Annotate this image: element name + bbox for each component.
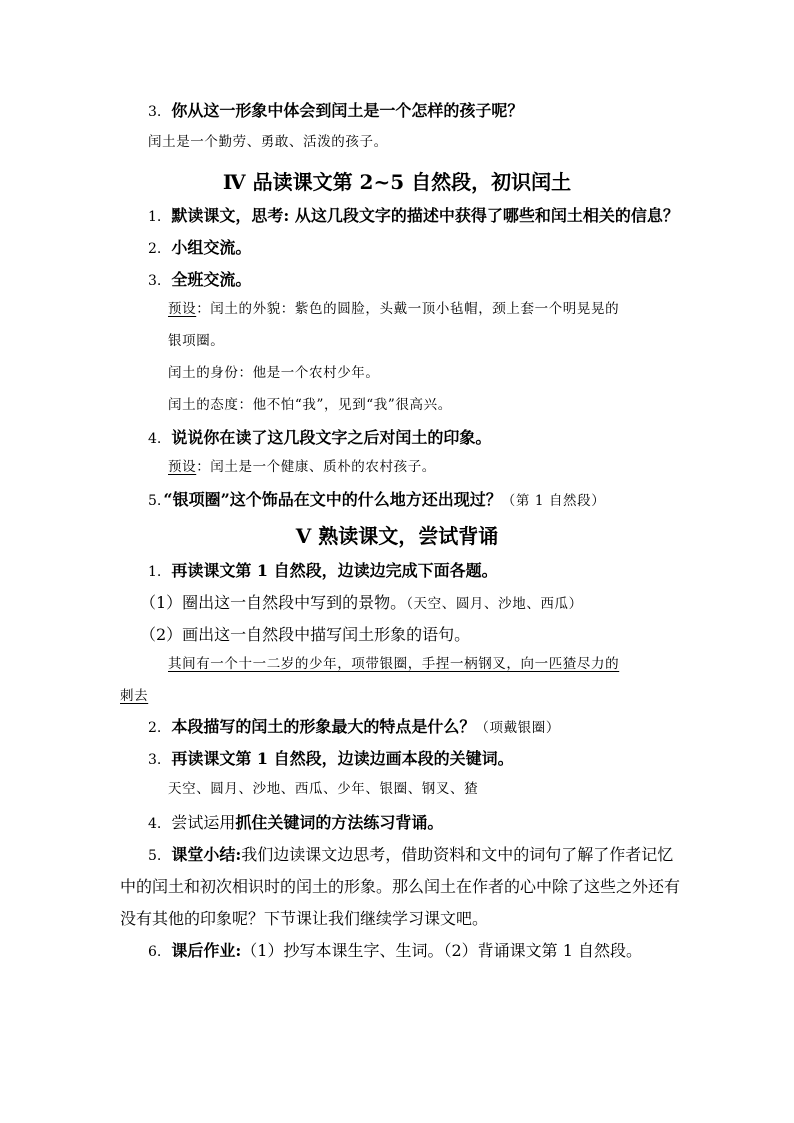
section-5-item-5: [148, 847, 673, 863]
homework-text: （1）抄写本课生字、生词。（2）背诵课文第 1 自然段。: [241, 941, 642, 960]
item-number: 4.: [148, 816, 162, 832]
sub-2-answer-line-2: 刺去: [120, 688, 149, 704]
item-number: 3.: [148, 104, 162, 120]
preset-text: ：闰土是一个健康、质朴的农村孩子。: [196, 459, 436, 475]
item-number: 4.: [148, 431, 162, 447]
section-5-sub-1: [140, 595, 583, 612]
item-text: 说说你在读了这几段文字之后对闰土的印象。: [171, 428, 492, 447]
item-number: 1.: [148, 564, 162, 580]
section-4-item-5: [148, 492, 605, 509]
item-number: 2.: [148, 720, 162, 736]
section-5-heading: Ⅴ 熟读课文，尝试背诵: [295, 524, 499, 548]
section-5-item-3: [148, 751, 514, 767]
summary-line-1: 我们边读课文边思考，借助资料和文中的词句了解了作者记忆: [241, 845, 674, 864]
section-4-item-2: [148, 240, 251, 256]
section-4-heading: Ⅳ 品读课文第 2~5 自然段，初识闰土: [222, 170, 572, 194]
section-4-item-4: [148, 430, 491, 446]
section-5-item-1: [148, 563, 498, 579]
preset-label: 预设: [168, 301, 197, 317]
keywords-answer: 天空、圆月、沙地、西瓜、少年、银圈、钢叉、猹: [168, 781, 479, 797]
section-5-sub-2: （2）画出这一自然段中描写闰土形象的语句。: [140, 625, 471, 644]
sub-2-answer-line-1: 其间有一个十一二岁的少年，项带银圈，手捏一柄钢叉，向一匹猹尽力的: [168, 656, 620, 672]
item-answer: （第 1 自然段）: [501, 493, 606, 509]
question-text: 你从这一形象中体会到闰土是一个怎样的孩子呢？: [171, 101, 524, 120]
sub-question-text: （1）圈出这一自然段中写到的景物。: [140, 593, 407, 612]
preset-attitude: 闰土的态度：他不怕“我”，见到“我”很高兴。: [168, 397, 452, 413]
item-number: 3.: [148, 752, 162, 768]
preset-impression: [168, 461, 436, 475]
item-text: “银项圈”这个饰品在文中的什么地方还出现过？: [163, 490, 502, 509]
item-number: 6.: [148, 944, 162, 960]
answer-q3-top: 闰土是一个勤劳、勇敢、活泼的孩子。: [148, 134, 388, 150]
item-text: 本段描写的闰土的形象最大的特点是什么？: [171, 717, 476, 736]
item-number: 5.: [148, 848, 162, 864]
summary-label: 课堂小结:: [171, 845, 242, 864]
item-number: 2.: [148, 241, 162, 257]
item-text: 小组交流。: [171, 238, 252, 257]
preset-text: ：闰土的外貌：紫色的圆脸，头戴一顶小毡帽，颈上套一个明晃晃的: [196, 301, 620, 317]
section-5-item-6: [148, 943, 642, 959]
item-number: 3.: [148, 273, 162, 289]
preset-appearance: [168, 303, 619, 317]
summary-line-2: 中的闰土和初次相识时的闰土的形象。那么闰土在作者的心中除了这些之外还有: [120, 877, 681, 896]
item-text-normal: 尝试运用: [171, 813, 236, 832]
section-4-item-1: [148, 208, 679, 224]
preset-appearance-cont: 银项圈。: [168, 333, 225, 349]
section-5-item-4: [148, 815, 443, 831]
sub-question-answer: （天空、圆月、沙地、西瓜）: [406, 596, 583, 612]
preset-label: 预设: [168, 459, 197, 475]
question-3-top: [148, 103, 523, 119]
item-number: 1.: [148, 209, 162, 225]
item-number: 5.: [148, 493, 162, 509]
homework-label: 课后作业:: [171, 941, 242, 960]
item-text: 默读课文，思考: 从这几段文字的描述中获得了哪些和闰土相关的信息？: [171, 206, 679, 225]
item-text: 再读课文第 1 自然段，边读边画本段的关键词。: [171, 749, 514, 768]
summary-line-3: 没有其他的印象呢？下节课让我们继续学习课文吧。: [120, 909, 489, 928]
section-4-item-3: [148, 272, 251, 288]
preset-identity: 闰土的身份：他是一个农村少年。: [168, 365, 380, 381]
item-text-bold: 抓住关键词的方法练习背诵。: [235, 813, 444, 832]
item-answer: （项戴银圈）: [475, 720, 560, 736]
section-5-item-2: [148, 719, 560, 736]
item-text: 再读课文第 1 自然段，边读边完成下面各题。: [171, 561, 498, 580]
item-text: 全班交流。: [171, 270, 252, 289]
